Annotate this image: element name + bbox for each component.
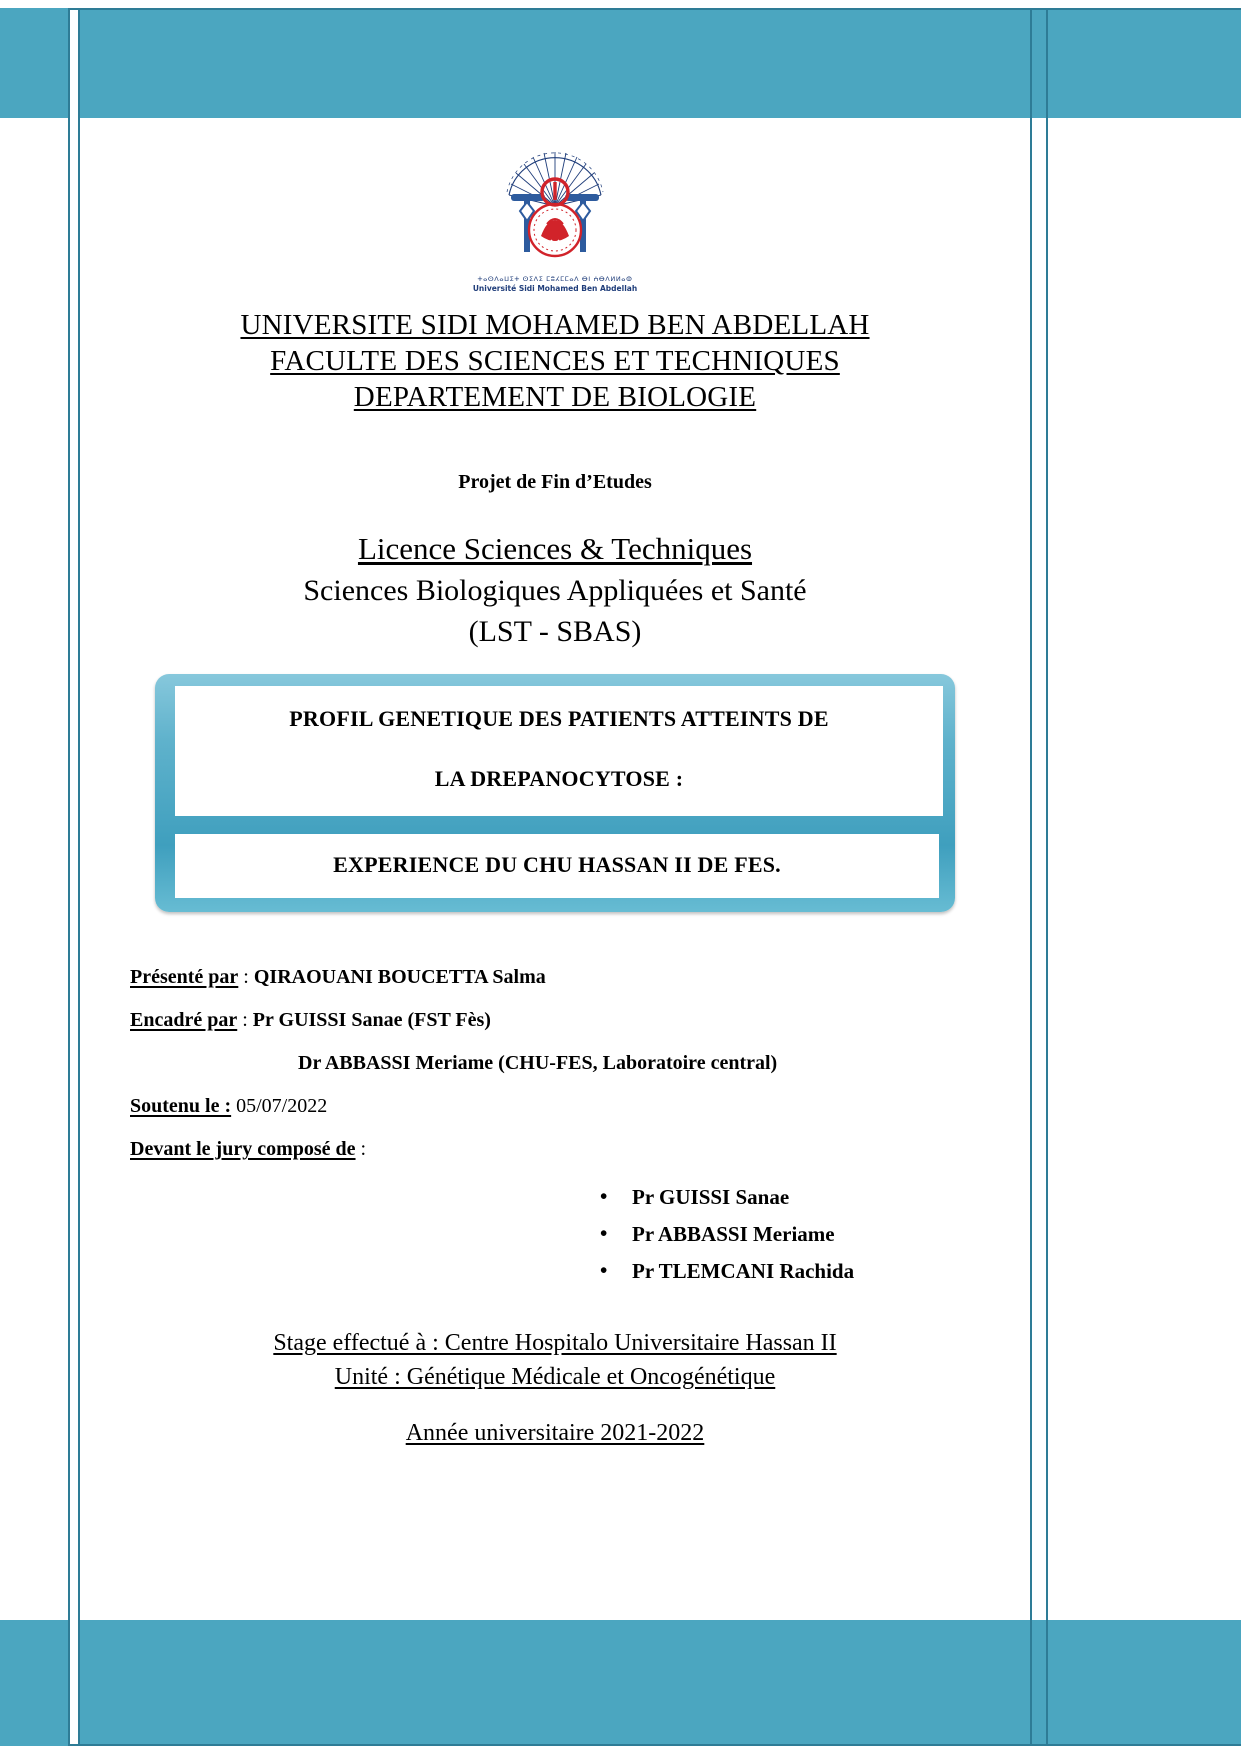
credit-row-jury-label (130, 1136, 1030, 1162)
internship-location: Stage effectué à : Centre Hospitalo Universitaire Hassan II (273, 1330, 837, 1356)
thesis-title-line-1: PROFIL GENETIQUE DES PATIENTS ATTEINTS DE (289, 706, 829, 731)
thesis-title-box-primary (175, 686, 943, 816)
frame-rule-top (68, 8, 1241, 10)
jury-separator: : (355, 1138, 367, 1160)
thesis-title-line-3: EXPERIENCE DU CHU HASSAN II DE FES. (333, 852, 781, 877)
frame-rule-right-outer (1030, 8, 1032, 1746)
frame-band-bottom-right (78, 1620, 1241, 1746)
presented-by-value: QIRAOUANI BOUCETTA Salma (253, 966, 546, 988)
internship-block (80, 1326, 1030, 1447)
frame-rule-left-outer (68, 8, 70, 1746)
credit-row-defense-date (130, 1093, 1030, 1119)
presented-by-label: Présenté par (130, 966, 239, 988)
defense-date-label: Soutenu le : (130, 1095, 232, 1117)
supervised-by-value-secondary: Dr ABBASSI Meriame (CHU-FES, Laboratoire central) (298, 1052, 778, 1074)
thesis-title-box-secondary (175, 834, 939, 898)
frame-rule-right-inner (1046, 8, 1048, 1746)
credit-row-supervised-by (130, 1007, 1030, 1033)
jury-members-list (130, 1179, 1030, 1290)
supervised-by-label: Encadré par (130, 1009, 238, 1031)
thesis-title-line-2: LA DREPANOCYTOSE : (434, 766, 684, 791)
logo-caption-french: Université Sidi Mohamed Ben Abdellah (472, 284, 638, 293)
degree-line-3: (LST - SBAS) (468, 615, 642, 648)
academic-year: Année universitaire 2021-2022 (405, 1420, 705, 1446)
degree-line-1: Licence Sciences & Techniques (357, 531, 753, 566)
supervised-by-value: Pr GUISSI Sanae (FST Fès) (252, 1009, 491, 1031)
degree-block (80, 528, 1030, 652)
presented-by-separator: : (238, 966, 254, 988)
frame-band-top-right (78, 8, 1241, 118)
institution-header (80, 307, 1030, 415)
frame-band-bottom-left (0, 1620, 68, 1746)
internship-unit: Unité : Génétique Médicale et Oncogénétique (334, 1364, 776, 1390)
cover-page (80, 118, 1030, 1620)
institution-line-university: UNIVERSITE SIDI MOHAMED BEN ABDELLAH (240, 309, 870, 341)
university-logo (80, 118, 1030, 293)
thesis-title-plaque (155, 674, 955, 912)
supervised-by-separator: : (237, 1009, 253, 1031)
usmba-logo-icon (485, 132, 625, 272)
credits-block (80, 964, 1030, 1290)
credit-row-presented-by (130, 964, 1030, 990)
defense-date-value: 05/07/2022 (231, 1095, 328, 1117)
degree-line-2: Sciences Biologiques Appliquées et Santé (303, 574, 807, 607)
institution-line-faculty: FACULTE DES SCIENCES ET TECHNIQUES (270, 345, 840, 377)
list-item: • Pr ABBASSI Meriame (600, 1216, 1030, 1253)
institution-line-department: DEPARTEMENT DE BIOLOGIE (353, 381, 757, 413)
list-item: • Pr GUISSI Sanae (600, 1179, 1030, 1216)
project-type-label: Projet de Fin d’Etudes (458, 471, 652, 493)
list-item: • Pr TLEMCANI Rachida (600, 1253, 1030, 1290)
jury-label: Devant le jury composé de (130, 1138, 356, 1160)
frame-band-top-left (0, 8, 68, 118)
logo-caption-tifinagh: ⵜⴰⵙⴷⴰⵡⵉⵜ ⵙⵉⴷⵉ ⵎⵓⵃⵎⵎⴰⴷ ⴱⵏ ⵄⴱⴷⵍⵍⴰⵀ (477, 275, 633, 283)
frame-rule-bottom (68, 1744, 1241, 1746)
